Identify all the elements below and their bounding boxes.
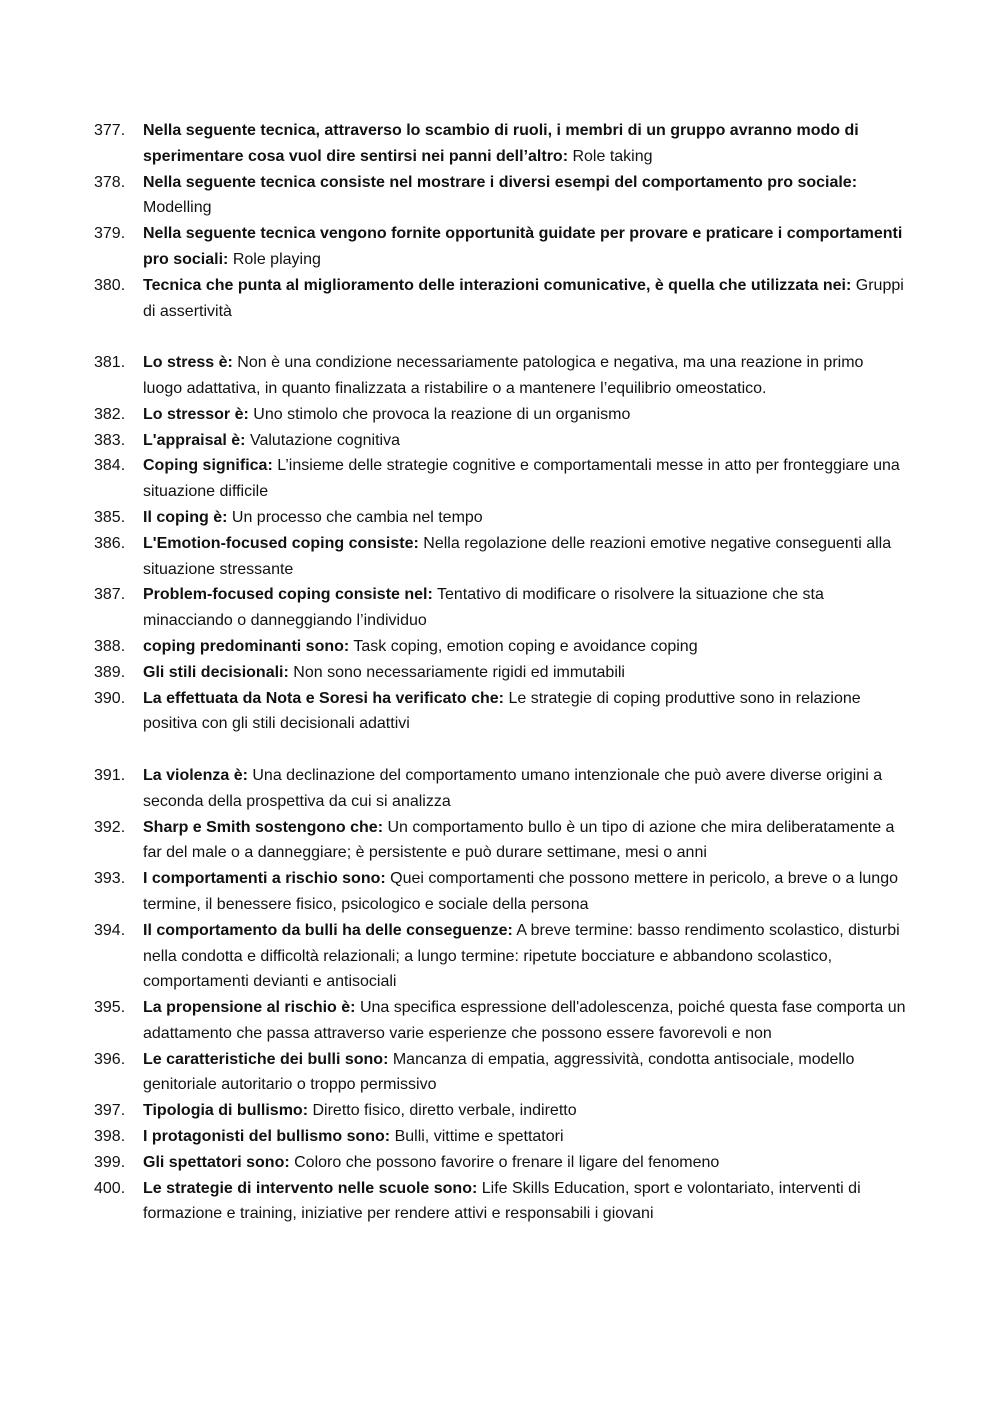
item-text bbox=[143, 428, 907, 454]
item-text bbox=[143, 866, 907, 918]
question-text: Tipologia di bullismo: bbox=[143, 1102, 309, 1120]
item-number: 399. bbox=[94, 1153, 126, 1171]
item-number: 389. bbox=[94, 663, 126, 681]
answer-text: Coloro che possono favorire o frenare il ligare del fenomeno bbox=[294, 1153, 720, 1171]
answer-text: Tentativo di modificare o risolvere la situazione che sta minacciando o danneggiando l’individuo bbox=[143, 586, 824, 630]
list-item bbox=[0, 402, 1000, 428]
item-number: 378. bbox=[94, 173, 126, 191]
list-item bbox=[0, 1098, 1000, 1124]
list-item bbox=[0, 350, 1000, 402]
item-number: 380. bbox=[94, 276, 126, 294]
item-text bbox=[143, 995, 907, 1047]
item-number: 398. bbox=[94, 1128, 126, 1146]
question-text: Il coping è: bbox=[143, 508, 228, 526]
answer-text: Una specifica espressione dell'adolescenza, poiché questa fase comporta un adattamento che passa attraverso varie esperienze che possono essere favorevoli e non bbox=[143, 999, 906, 1042]
answer-text: Le strategie di coping produttive sono in relazione positiva con gli stili decisionali adattivi bbox=[143, 689, 861, 733]
question-text: La propensione al rischio è: bbox=[143, 999, 356, 1017]
list-item bbox=[0, 505, 1000, 531]
list-item bbox=[0, 686, 1000, 738]
list-item bbox=[0, 582, 1000, 634]
item-text bbox=[143, 1124, 907, 1150]
list-item bbox=[0, 660, 1000, 686]
answer-text: Role playing bbox=[232, 250, 321, 268]
list-item bbox=[0, 118, 1000, 170]
list-item bbox=[0, 918, 1000, 995]
item-number: 383. bbox=[94, 431, 126, 449]
question-text: Il comportamento da bulli ha delle conseguenze: bbox=[143, 921, 513, 939]
list-item bbox=[0, 1150, 1000, 1176]
list-item bbox=[0, 634, 1000, 660]
item-number: 395. bbox=[94, 999, 126, 1017]
answer-text: Modelling bbox=[143, 199, 212, 217]
item-number: 397. bbox=[94, 1102, 126, 1120]
item-number: 386. bbox=[94, 534, 126, 552]
item-number: 391. bbox=[94, 766, 126, 784]
list-item bbox=[0, 1176, 1000, 1228]
question-text: L'appraisal è: bbox=[143, 431, 246, 449]
question-text: I protagonisti del bullismo sono: bbox=[143, 1128, 391, 1146]
document-page bbox=[0, 118, 1000, 1227]
question-text: Lo stress è: bbox=[143, 354, 233, 372]
item-number: 385. bbox=[94, 508, 126, 526]
question-text: Nella seguente tecnica vengono fornite opportunità guidate per provare e praticare i comportamenti pro sociali: bbox=[143, 225, 903, 268]
section-gap bbox=[0, 324, 1000, 350]
question-text: Sharp e Smith sostengono che: bbox=[143, 818, 384, 836]
list-item bbox=[0, 531, 1000, 583]
answer-text: Non sono necessariamente rigidi ed immutabili bbox=[293, 663, 625, 681]
item-text bbox=[143, 453, 907, 505]
item-text bbox=[143, 634, 907, 660]
item-text bbox=[143, 221, 907, 273]
list-item bbox=[0, 170, 1000, 222]
answer-text: Task coping, emotion coping e avoidance coping bbox=[353, 637, 698, 655]
answer-text: L’insieme delle strategie cognitive e comportamentali messe in atto per fronteggiare una situazione difficile bbox=[143, 457, 900, 501]
answer-text: Quei comportamenti che possono mettere in pericolo, a breve o a lungo termine, il benessere fisico, psicologico e sociale della persona bbox=[143, 870, 898, 913]
item-number: 393. bbox=[94, 870, 126, 888]
answer-text: Uno stimolo che provoca la reazione di un organismo bbox=[253, 405, 631, 423]
item-text bbox=[143, 273, 907, 325]
item-text bbox=[143, 531, 907, 583]
question-text: Le caratteristiche dei bulli sono: bbox=[143, 1050, 389, 1068]
question-text: Gli spettatori sono: bbox=[143, 1153, 290, 1171]
item-number: 392. bbox=[94, 818, 126, 836]
item-number: 388. bbox=[94, 637, 126, 655]
item-text bbox=[143, 918, 907, 995]
answer-text: Life Skills Education, sport e volontariato, interventi di formazione e training, iniziative per rendere attivi e responsabili i giovani bbox=[143, 1179, 861, 1223]
item-number: 387. bbox=[94, 586, 126, 604]
question-text: L'Emotion-focused coping consiste: bbox=[143, 534, 419, 552]
answer-text: Role taking bbox=[572, 147, 653, 165]
item-text bbox=[143, 1150, 907, 1176]
item-text bbox=[143, 1047, 907, 1099]
answer-text: Valutazione cognitiva bbox=[249, 431, 400, 449]
item-text bbox=[143, 170, 907, 222]
question-text: Nella seguente tecnica, attraverso lo scambio di ruoli, i membri di un gruppo avranno modo di sperimentare cosa vuol dire sentirsi nei panni dell’altro: bbox=[143, 122, 859, 165]
item-text bbox=[143, 763, 907, 815]
answer-text: Mancanza di empatia, aggressività, condotta antisociale, modello genitoriale autoritario o troppo permissivo bbox=[143, 1050, 855, 1094]
answer-text: Diretto fisico, diretto verbale, indiretto bbox=[312, 1102, 577, 1120]
item-number: 384. bbox=[94, 457, 126, 475]
question-text: Tecnica che punta al miglioramento delle interazioni comunicative, è quella che utilizzata nei: bbox=[143, 276, 852, 294]
answer-text: Una declinazione del comportamento umano intenzionale che può avere diverse origini a seconda della prospettiva da cui si analizza bbox=[143, 766, 883, 810]
answer-text: Gruppi di assertività bbox=[143, 276, 904, 320]
question-text: Le strategie di intervento nelle scuole sono: bbox=[143, 1179, 478, 1197]
question-text: Lo stressor è: bbox=[143, 405, 249, 423]
list-item bbox=[0, 428, 1000, 454]
item-text bbox=[143, 1176, 907, 1228]
item-text bbox=[143, 350, 907, 402]
list-item bbox=[0, 453, 1000, 505]
answer-text: A breve termine: basso rendimento scolastico, disturbi nella condotta e difficoltà relazionali; a lungo termine: ripetute bocciature e abbandono scolastico, comportamenti devianti e antisociali bbox=[143, 921, 900, 991]
question-text: Problem-focused coping consiste nel: bbox=[143, 586, 433, 604]
item-number: 382. bbox=[94, 405, 126, 423]
list-item bbox=[0, 273, 1000, 325]
item-text bbox=[143, 1098, 907, 1124]
item-text bbox=[143, 402, 907, 428]
item-text bbox=[143, 582, 907, 634]
item-number: 396. bbox=[94, 1050, 126, 1068]
answer-text: Nella regolazione delle reazioni emotive negative conseguenti alla situazione stressante bbox=[143, 534, 892, 578]
item-text bbox=[143, 815, 907, 867]
question-text: I comportamenti a rischio sono: bbox=[143, 870, 386, 888]
question-text: La violenza è: bbox=[143, 766, 248, 784]
list-item bbox=[0, 763, 1000, 815]
question-text: Coping significa: bbox=[143, 457, 273, 475]
item-number: 379. bbox=[94, 225, 126, 243]
answer-text: Un comportamento bullo è un tipo di azione che mira deliberatamente a far del male o a danneggiare; è persistente e può durare settimane, mesi o anni bbox=[143, 818, 895, 862]
list-item bbox=[0, 995, 1000, 1047]
item-text bbox=[143, 505, 907, 531]
question-text: Nella seguente tecnica consiste nel mostrare i diversi esempi del comportamento pro sociale: bbox=[143, 173, 858, 191]
list-item bbox=[0, 1124, 1000, 1150]
item-text bbox=[143, 686, 907, 738]
item-number: 394. bbox=[94, 921, 126, 939]
item-text bbox=[143, 118, 907, 170]
question-text: coping predominanti sono: bbox=[143, 637, 350, 655]
answer-text: Non è una condizione necessariamente patologica e negativa, ma una reazione in primo luogo adattativa, in quanto finalizzata a ristabilire o a mantenere l’equilibrio omeostatico. bbox=[143, 354, 864, 397]
item-number: 381. bbox=[94, 354, 126, 372]
list-item bbox=[0, 866, 1000, 918]
question-text: La effettuata da Nota e Soresi ha verificato che: bbox=[143, 689, 504, 707]
list-item bbox=[0, 815, 1000, 867]
item-number: 377. bbox=[94, 122, 126, 139]
section-gap bbox=[0, 737, 1000, 763]
list-item bbox=[0, 1047, 1000, 1099]
answer-text: Un processo che cambia nel tempo bbox=[231, 508, 483, 526]
item-text bbox=[143, 660, 907, 686]
item-number: 400. bbox=[94, 1179, 126, 1197]
answer-text: Bulli, vittime e spettatori bbox=[394, 1128, 564, 1146]
list-item bbox=[0, 221, 1000, 273]
item-number: 390. bbox=[94, 689, 126, 707]
question-text: Gli stili decisionali: bbox=[143, 663, 289, 681]
